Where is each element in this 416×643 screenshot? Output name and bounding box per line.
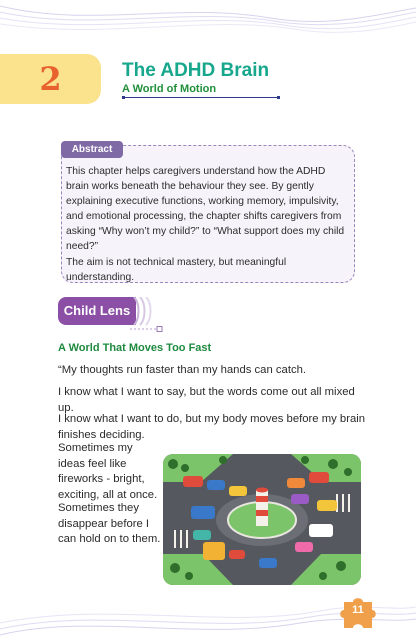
traffic-roundabout-illustration [163, 454, 361, 585]
child-lens-paragraph: Sometimes they disappear before I can hold on to them. [58, 502, 161, 545]
chapter-title: The ADHD Brain [122, 60, 270, 81]
child-lens-decoration [130, 297, 170, 335]
child-lens-heading: A World That Moves Too Fast [58, 342, 212, 354]
child-lens-label: Child Lens [58, 297, 136, 325]
chapter-subtitle: A World of Motion [122, 83, 217, 95]
child-lens-paragraph: Sometimes my ideas feel like fireworks - bright, exciting, all at once. [58, 442, 158, 501]
abstract-text: This chapter helps caregivers understand how the ADHD brain works beneath the behaviour they see. By gently explaining executive functions, working memory, impulsivity, and emotional processing, the chapter shifts caregivers from asking “Why won’t my child?” to “What support does my child need?” The aim is not technical mastery, but meaningful understanding. [66, 166, 345, 283]
child-lens-paragraph: “My thoughts run faster than my hands can catch. [58, 364, 307, 376]
child-lens-paragraph: I know what I want to say, but the words come out all mixed up. [58, 386, 355, 414]
page-number: 11 [352, 604, 364, 616]
abstract-label: Abstract [61, 141, 123, 158]
top-wave-decoration [0, 0, 416, 40]
chapter-number: 2 [39, 60, 62, 98]
child-lens-paragraph: I know what I want to do, but my body moves before my brain finishes deciding. [58, 413, 366, 441]
title-underline [122, 96, 280, 99]
